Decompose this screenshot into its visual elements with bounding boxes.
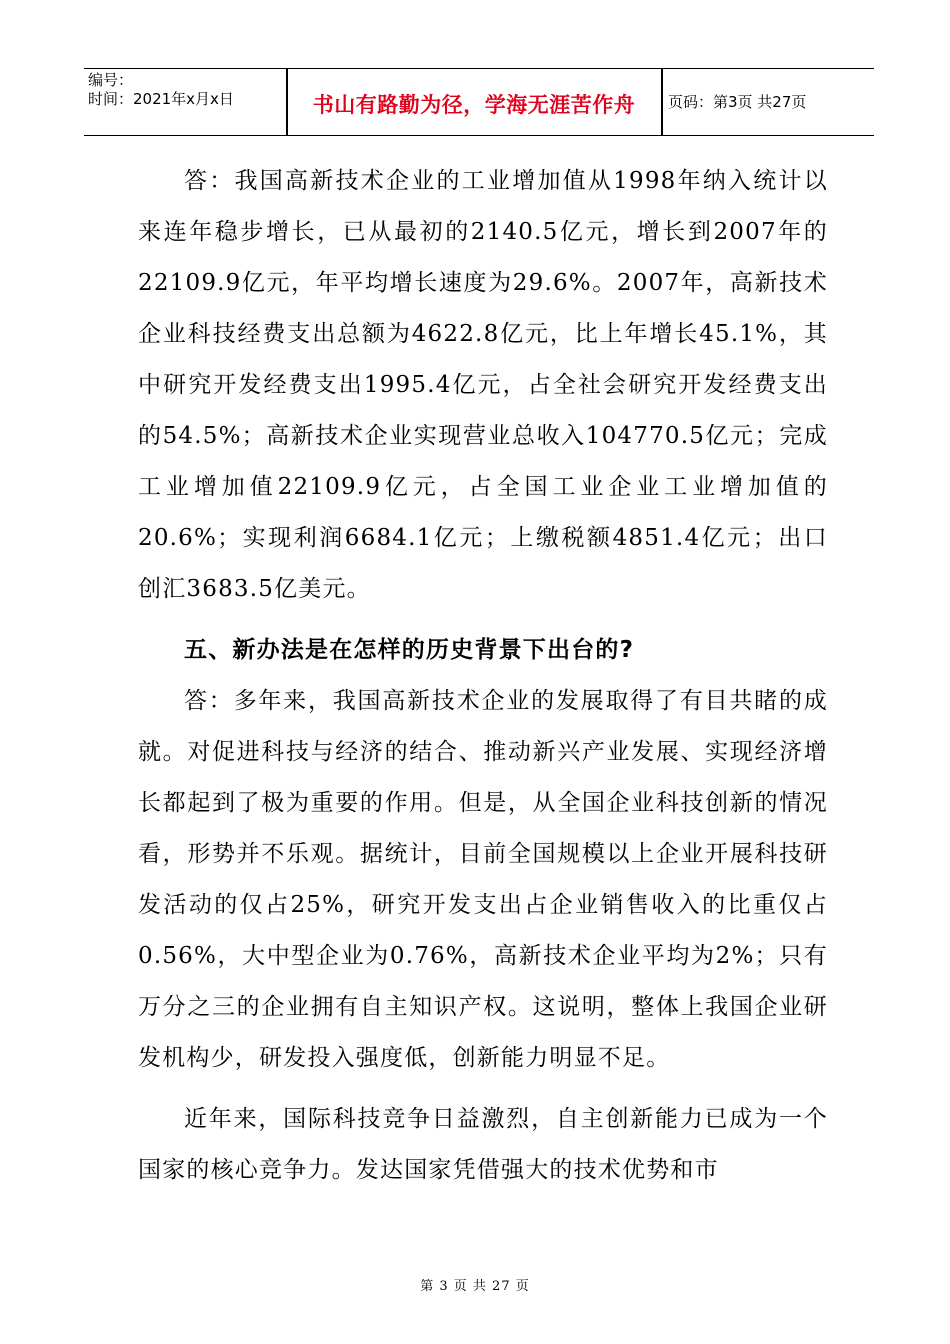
header-divider: [286, 69, 288, 135]
header-motto: 书山有路勤为径，学海无涯苦作舟: [312, 93, 636, 117]
header-page-number: 页码：第3页 共27页: [668, 93, 807, 111]
document-body: [138, 156, 828, 1196]
header-meta: [88, 71, 234, 109]
page-header: [84, 68, 874, 136]
section-heading: 五、新办法是在怎样的历史背景下出台的?: [184, 637, 635, 663]
paragraph-international-competition: 近年来，国际科技竞争日益激烈，自主创新能力已成为一个国家的核心竞争力。发达国家凭借强大的技术优势和市: [138, 1106, 828, 1183]
paragraph-answer-statistics: 答：我国高新技术企业的工业增加值从1998年纳入统计以来连年稳步增长，已从最初的2140.5亿元，增长到2007年的22109.9亿元，年平均增长速度为29.6%。2007年，高新技术企业科技经费支出总额为4622.8亿元，比上年增长45.1%，其中研究开发经费支出1995.4亿元，占全社会研究开发经费支出的54.5%；高新技术企业实现营业总收入104770.5亿元；完成工业增加值22109.9亿元，占全国工业企业工业增加值的20.6%；实现利润6684.1亿元；上缴税额4851.4亿元；出口创汇3683.5亿美元。: [138, 168, 828, 602]
page-footer: 第 3 页 共 27 页: [420, 1279, 530, 1294]
document-number-label: 编号：: [88, 71, 134, 89]
document-time-label: 时间：2021年x月x日: [88, 90, 234, 108]
header-divider: [661, 69, 663, 135]
paragraph-answer-background: 答：多年来，我国高新技术企业的发展取得了有目共睹的成就。对促进科技与经济的结合、推动新兴产业发展、实现经济增长都起到了极为重要的作用。但是，从全国企业科技创新的情况看，形势并不乐观。据统计，目前全国规模以上企业开展科技研发活动的仅占25%，研究开发支出占企业销售收入的比重仅占0.56%，大中型企业为0.76%，高新技术企业平均为2%；只有万分之三的企业拥有自主知识产权。这说明，整体上我国企业研发机构少，研发投入强度低，创新能力明显不足。: [138, 688, 828, 1071]
